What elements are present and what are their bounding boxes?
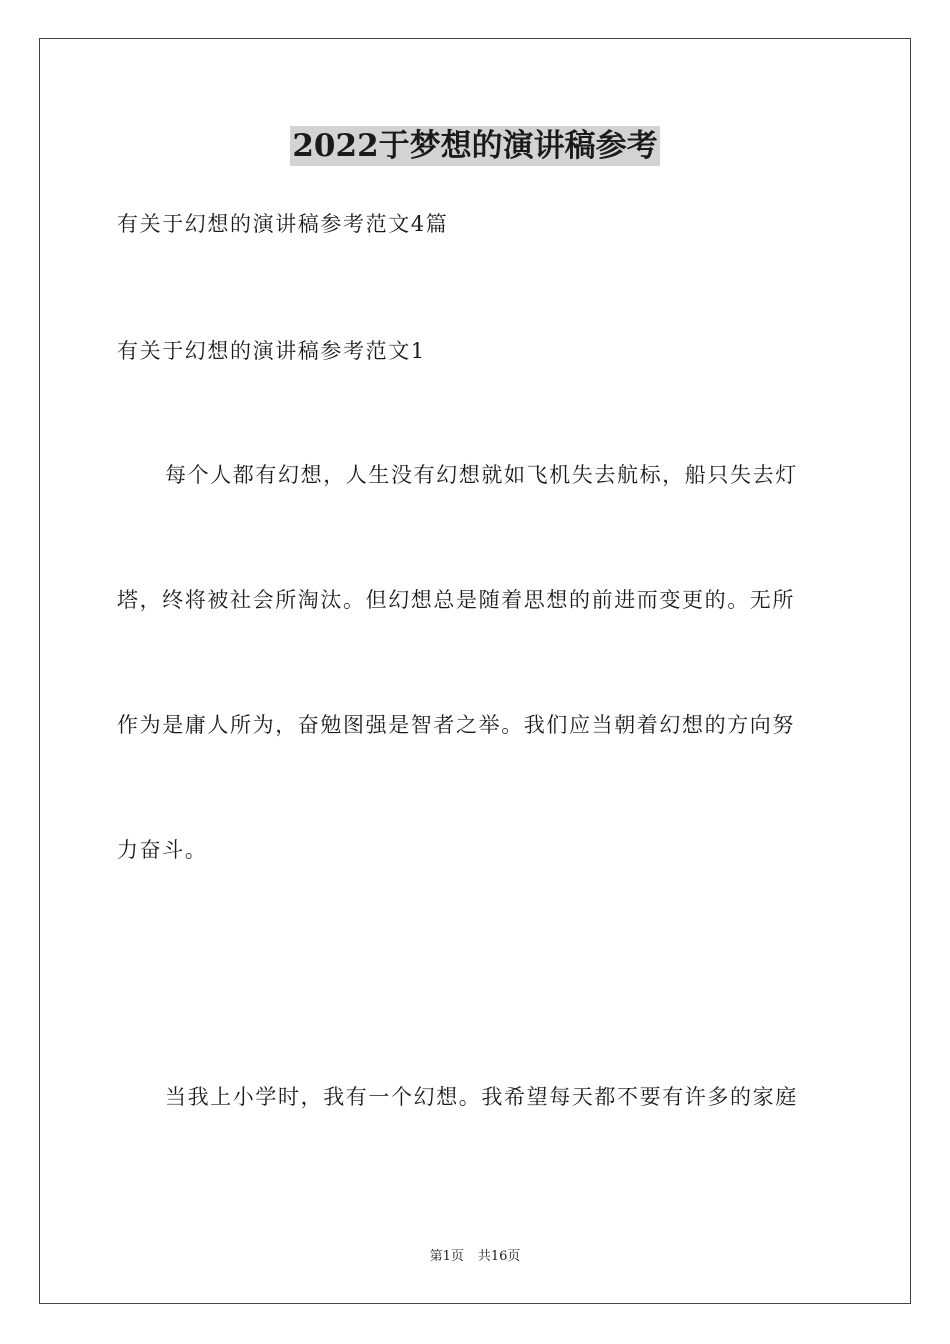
subtitle-line: 有关于幻想的演讲稿参考范文4篇 <box>117 212 449 236</box>
paragraph-line-3: 作为是庸人所为，奋勉图强是智者之举。我们应当朝着幻想的方向努 <box>117 713 795 737</box>
paragraph-line-1: 每个人都有幻想，人生没有幻想就如飞机失去航标，船只失去灯 <box>165 463 798 487</box>
document-title: 2022于梦想的演讲稿参考 <box>292 128 658 164</box>
page-number: 第1页 <box>429 1249 464 1264</box>
paragraph-line-2: 塔，终将被社会所淘汰。但幻想总是随着思想的前进而变更的。无所 <box>117 588 795 612</box>
section-heading: 有关于幻想的演讲稿参考范文1 <box>117 339 426 363</box>
page-total: 共16页 <box>477 1249 521 1264</box>
title-container <box>0 126 950 166</box>
paragraph-line-5: 当我上小学时，我有一个幻想。我希望每天都不要有许多的家庭 <box>165 1085 798 1109</box>
page-footer <box>0 1248 950 1266</box>
paragraph-line-4: 力奋斗。 <box>117 838 208 862</box>
